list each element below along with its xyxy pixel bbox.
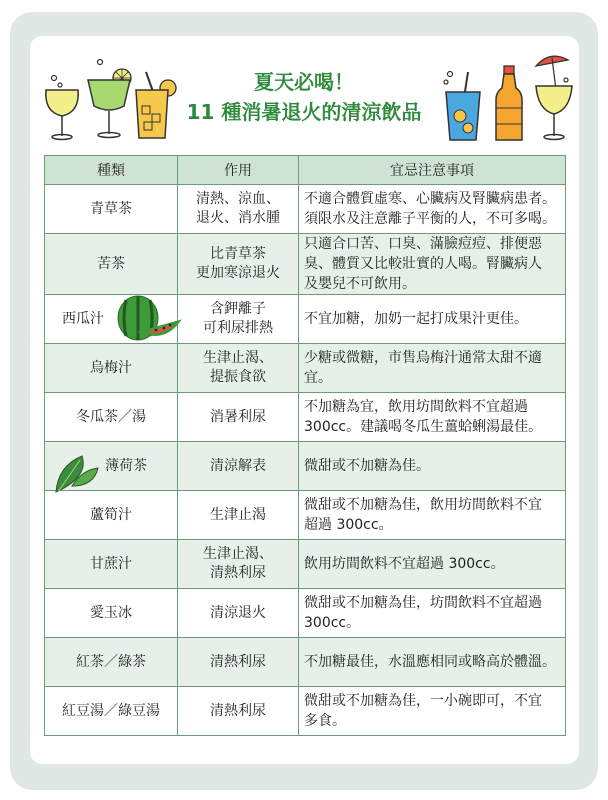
effect-line: 退火、消水腫 [196, 210, 280, 226]
title-line-1: 夏天必喝！ [254, 70, 354, 94]
drink-name: 愛玉冰 [45, 589, 178, 638]
drink-effect [178, 540, 299, 589]
notes-line: 宜。 [304, 370, 332, 386]
effect-line: 清熱、涼血、 [196, 191, 280, 207]
table-row [45, 442, 566, 491]
drink-name: 冬瓜茶／湯 [45, 393, 178, 442]
drink-effect [178, 393, 299, 442]
notes-line: 臭、體質又比較壯實的人喝。腎臟病人 [304, 256, 542, 272]
effect-line: 清熱利尿 [210, 702, 266, 719]
notes-line: 須限水及注意離子平衡的人，不可多喝。 [304, 211, 556, 227]
effect-line: 清熱利尿 [210, 565, 266, 581]
notes-line: 只適合口苦、口臭、滿臉痘痘、排便惡 [304, 236, 542, 252]
effect-line: 生津止渴、 [203, 546, 273, 562]
title-line-2: 11 種消暑退火的清涼飲品 [186, 100, 422, 124]
notes-line: 微甜或不加糖為佳，坊間飲料不宜超過 [304, 595, 542, 611]
drinks-table [44, 155, 566, 736]
drink-name: 苦茶 [45, 234, 178, 295]
effect-line: 清涼解表 [210, 457, 266, 474]
drink-name: 蘆筍汁 [45, 491, 178, 540]
drink-notes [299, 540, 566, 589]
drink-effect [178, 442, 299, 491]
drink-effect [178, 687, 299, 736]
notes-line: 不適合體質虛寒、心臟病及腎臟病患者。 [304, 191, 556, 207]
drink-name: 薄荷茶 [45, 442, 178, 491]
notes-line: 300cc。建議喝冬瓜生薑蛤蜊湯最佳。 [304, 419, 543, 435]
effect-line: 生津止渴 [210, 506, 266, 523]
table-row [45, 344, 566, 393]
table-row [45, 185, 566, 234]
notes-line: 微甜或不加糖為佳，飲用坊間飲料不宜 [304, 497, 542, 513]
drink-effect [178, 638, 299, 687]
drink-notes [299, 687, 566, 736]
table-row [45, 638, 566, 687]
header-effect: 作用 [178, 156, 299, 185]
effect-line: 可利尿排熱 [203, 320, 273, 336]
notes-line: 不加糖為宜，飲用坊間飲料不宜超過 [304, 399, 528, 415]
effect-line: 比青草茶 [210, 246, 266, 262]
drink-effect [178, 589, 299, 638]
notes-line: 不宜加糖，加奶一起打成果汁更佳。 [304, 311, 528, 327]
effect-line: 更加寒涼退火 [196, 265, 280, 281]
drink-name: 紅茶／綠茶 [45, 638, 178, 687]
drink-name: 西瓜汁 [45, 295, 178, 344]
table-row [45, 234, 566, 295]
table-header-row [45, 156, 566, 185]
blue-drink-icon [440, 68, 486, 144]
drink-name: 烏梅汁 [45, 344, 178, 393]
notes-line: 微甜或不加糖為佳。 [304, 458, 430, 474]
drink-effect [178, 344, 299, 393]
juice-bottle-icon [492, 64, 526, 144]
table-row [45, 589, 566, 638]
drink-effect [178, 491, 299, 540]
notes-line: 少糖或微糖，市售烏梅汁通常太甜不適 [304, 350, 542, 366]
notes-line: 不加糖最佳，水溫應相同或略高於體溫。 [304, 654, 556, 670]
effect-line: 生津止渴、 [203, 350, 273, 366]
drink-notes [299, 234, 566, 295]
drink-notes [299, 491, 566, 540]
drink-notes [299, 638, 566, 687]
header-notes: 宜忌注意事項 [299, 156, 566, 185]
umbrella-cocktail-icon [528, 50, 578, 144]
drink-notes [299, 185, 566, 234]
table-row [45, 393, 566, 442]
mint-leaf-icon [52, 452, 102, 496]
drink-name: 紅豆湯／綠豆湯 [45, 687, 178, 736]
drink-notes [299, 295, 566, 344]
notes-line: 飲用坊間飲料不宜超過 300cc。 [304, 556, 505, 572]
watermelon-icon [112, 292, 182, 348]
drink-notes [299, 393, 566, 442]
drink-name: 甘蔗汁 [45, 540, 178, 589]
header-type: 種類 [45, 156, 178, 185]
drink-effect [178, 234, 299, 295]
effect-line: 含鉀離子 [210, 301, 266, 317]
drink-effect [178, 295, 299, 344]
effect-line: 清熱利尿 [210, 653, 266, 670]
notes-line: 及嬰兒不可飲用。 [304, 276, 416, 292]
notes-line: 超過 300cc。 [304, 517, 393, 533]
drink-name: 青草茶 [45, 185, 178, 234]
drink-notes [299, 344, 566, 393]
notes-line: 微甜或不加糖為佳，一小碗即可，不宜 [304, 693, 542, 709]
notes-line: 多食。 [304, 713, 346, 729]
effect-line: 清涼退火 [210, 604, 266, 621]
effect-line: 提振食欲 [210, 369, 266, 385]
drink-effect [178, 185, 299, 234]
drink-notes [299, 589, 566, 638]
table-row [45, 687, 566, 736]
table-row [45, 491, 566, 540]
notes-line: 300cc。 [304, 615, 361, 631]
table-row [45, 540, 566, 589]
effect-line: 消暑利尿 [210, 408, 266, 425]
drink-notes [299, 442, 566, 491]
